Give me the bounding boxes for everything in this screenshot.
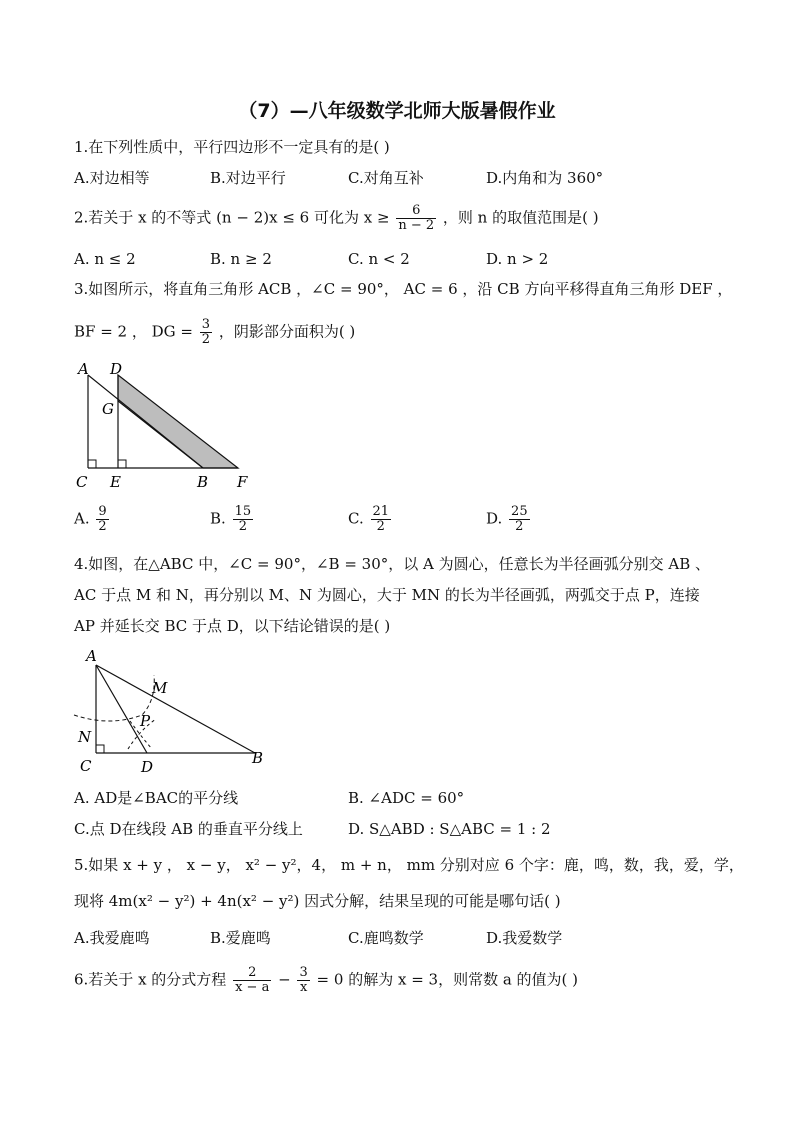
page-title: （7）—八年级数学北师大版暑假作业 [238,100,556,122]
q2-fraction-denominator: n − 2 [398,218,435,233]
q5-option-b: B.爱鹿鸣 [210,929,271,947]
q3-dg-fraction [200,318,212,347]
q6-minus-sign: − [278,970,291,989]
question-5-line-2: 现将 4m(x² − y²) + 4n(x² − y²) 因式分解，结果呈现的可能是哪句话( ) [74,892,561,910]
q3-option-d-den: 2 [515,519,524,534]
q3-option-a-fraction [96,505,108,534]
q3-shaded-region [118,375,238,468]
q3-option-d-fraction [509,505,530,534]
q3-option-b-den: 2 [238,519,247,534]
q4-option-a: A. AD是∠BAC的平分线 [74,789,239,807]
q2-option-a: A. n ≤ 2 [74,250,136,268]
q4-angle-bisector-figure [70,645,280,780]
q5-option-d: D.我爱数学 [486,929,563,947]
q3-option-c-num: 21 [372,504,390,519]
q3-label-c: C [76,473,88,491]
q4-label-b: B [252,749,264,767]
q3-dg-denominator: 2 [201,332,211,347]
q2-option-b: B. n ≥ 2 [210,250,272,268]
q2-option-c: C. n < 2 [348,250,410,268]
q4-bisector-ad [96,665,147,753]
q3-option-b-letter: B. [210,509,226,528]
question-4-line-3: AP 并延长交 BC 于点 D，以下结论错误的是( ) [74,617,391,635]
q3-option-c-fraction [371,505,392,534]
q2-option-d: D. n > 2 [486,250,549,268]
q4-label-p: P [140,712,151,730]
q3-option-a-letter: A. [74,509,90,528]
question-1-stem: 1.在下列性质中，平行四边形不一定具有的是( ) [74,138,390,156]
q2-stem-part-a: 2.若关于 x 的不等式 (n − 2)x ≤ 6 可化为 x ≥ [74,208,390,227]
q4-option-c: C.点 D在线段 AB 的垂直平分线上 [74,820,303,838]
q3-right-angle-c [88,460,96,468]
q3-label-g: G [102,400,114,418]
q6-fraction-1 [233,966,271,995]
q6-fraction-1-denominator: x − a [235,980,270,995]
q2-stem-part-b: ，则 n 的取值范围是( ) [442,208,599,227]
q2-fraction-numerator: 6 [396,204,436,219]
q2-fraction [396,204,436,233]
q4-right-angle-c [96,745,104,753]
q3-option-a [74,505,111,534]
q5-option-a: A.我爱鹿鸣 [74,929,150,947]
q1-option-c: C.对角互补 [348,169,424,187]
q4-label-a: A [86,647,97,665]
q6-fraction-2-numerator: 3 [299,965,308,980]
question-4-line-2: AC 于点 M 和 N，再分别以 M、N 为圆心，大于 MN 的长为半径画弧，两弧交于点 P，连接 [74,586,700,604]
q4-label-m: M [152,679,168,697]
q3-option-b-fraction [233,505,254,534]
q3-right-angle-e [118,460,126,468]
question-3-line-2 [74,318,355,347]
q3-option-c-letter: C. [348,509,364,528]
q4-option-b: B. ∠ADC = 60° [348,789,465,807]
q4-label-d: D [141,758,154,776]
question-6-stem [74,966,578,995]
q3-option-d-letter: D. [486,509,503,528]
q4-label-n: N [78,728,92,746]
q3-label-a: A [78,360,89,378]
q3-label-d: D [110,360,123,378]
q3-label-e: E [110,473,121,491]
q1-option-b: B.对边平行 [210,169,286,187]
q3-option-d [486,505,532,534]
question-4-line-1: 4.如图，在△ABC 中，∠C = 90°，∠B = 30°，以 A 为圆心，任意长为半径画弧分别交 AB 、 [74,555,711,573]
q6-fraction-2 [297,966,309,995]
q3-line2-part-b: ，阴影部分面积为( ) [218,322,356,341]
q6-stem-part-a: 6.若关于 x 的分式方程 [74,970,227,989]
q6-stem-part-b: = 0 的解为 x = 3，则常数 a 的值为( ) [316,970,579,989]
q3-option-d-num: 25 [511,504,528,519]
q3-side-ab [88,375,203,468]
q3-option-a-den: 2 [98,519,107,534]
q3-translated-triangles-figure [70,355,270,495]
q3-option-b-num: 15 [234,504,252,519]
q5-option-c: C.鹿鸣数学 [348,929,424,947]
q6-fraction-2-denominator: x [299,980,308,995]
q3-label-b: B [197,473,209,491]
q3-option-c-den: 2 [376,519,385,534]
q6-fraction-1-numerator: 2 [233,966,271,981]
q4-label-c: C [80,757,92,775]
q3-option-a-num: 9 [98,504,107,519]
q1-option-a: A.对边相等 [74,169,150,187]
question-3-line-1: 3.如图所示，将直角三角形 ACB ，∠C = 90°， AC = 6 ，沿 CB 方向平移得直角三角形 DEF ， [74,280,733,298]
q3-line2-part-a: BF = 2 ， DG = [74,322,193,341]
q3-dg-numerator: 3 [201,317,211,332]
q3-option-b [210,505,255,534]
q3-option-c [348,505,393,534]
question-5-line-1: 5.如果 x + y ， x − y， x² − y²，4， m + n， mm 分别对应 6 个字：鹿，鸣，数，我，爱，学， [74,856,744,874]
question-2-stem [74,204,599,233]
q4-option-d: D. S△ABD : S△ABC = 1 : 2 [348,820,551,838]
q1-option-d: D.内角和为 360° [486,169,604,187]
q4-side-ab [96,665,255,753]
q3-label-f: F [237,473,248,491]
